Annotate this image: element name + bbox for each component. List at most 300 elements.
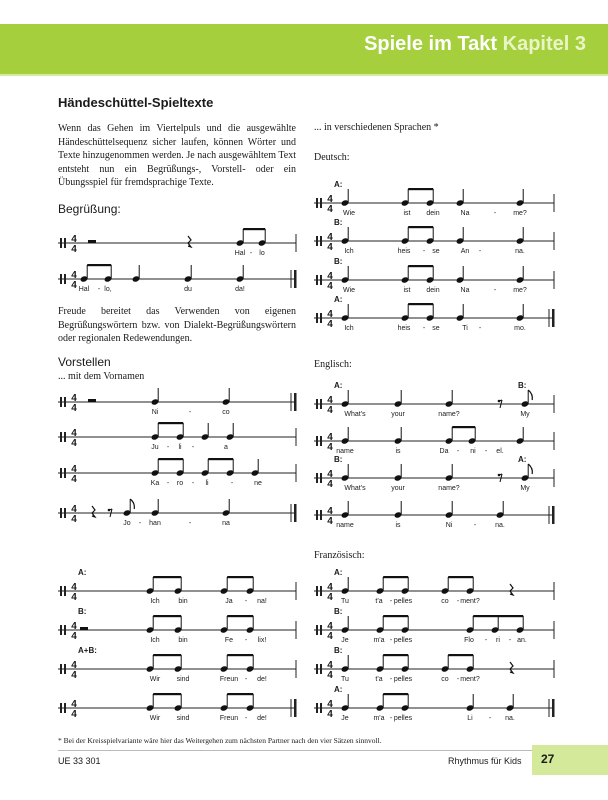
note-beam: [227, 576, 253, 578]
percussion-clef: [64, 625, 66, 635]
lyric: Da: [439, 448, 449, 455]
time-signature-bottom: 4: [327, 242, 333, 253]
lyric: -: [473, 522, 477, 529]
percussion-clef: [64, 397, 66, 407]
percussion-clef: [64, 238, 66, 248]
lyric: -: [244, 715, 248, 722]
lyric: -: [422, 325, 426, 332]
percussion-clef: [64, 664, 66, 674]
percussion-clef: [64, 274, 66, 284]
lyric: ro: [176, 480, 184, 487]
final-barline: [294, 504, 297, 522]
percussion-clef: [320, 664, 322, 674]
time-signature-bottom: 4: [327, 479, 333, 490]
lyric: co: [222, 409, 230, 416]
time-signature-bottom: 4: [71, 709, 77, 720]
staff-fr-1: [314, 576, 554, 600]
time-signature-top: 4: [71, 464, 77, 475]
staff-ich-bin-felix: [58, 615, 296, 639]
lyric: -: [488, 715, 492, 722]
footer-book-title: Rhythmus für Kids: [448, 756, 522, 766]
percussion-clef: [320, 703, 322, 713]
percussion-clef: [320, 198, 322, 208]
lyric: de!: [257, 676, 267, 683]
percussion-clef: [64, 432, 66, 442]
time-signature-top: 4: [327, 621, 333, 632]
staff-freunde-1: [58, 654, 296, 678]
quarter-rest: [510, 584, 513, 595]
lyric: han: [149, 520, 161, 527]
time-signature-top: 4: [71, 393, 77, 404]
time-signature-top: 4: [327, 271, 333, 282]
lyric: -: [191, 444, 195, 451]
language-french: Französisch:: [314, 550, 365, 561]
lyric: -: [249, 250, 253, 257]
note-beam: [158, 422, 183, 424]
lyric: name?: [438, 485, 460, 492]
lyric: pelles: [393, 598, 413, 605]
percussion-clef: [60, 508, 62, 518]
lyric: lix!: [257, 637, 267, 644]
time-signature-top: 4: [327, 232, 333, 243]
quarter-rest: [510, 662, 513, 673]
lyric: se: [432, 325, 440, 332]
final-barline: [294, 393, 297, 411]
lyric: co: [441, 676, 449, 683]
final-barline: [552, 309, 555, 327]
note-beam: [383, 654, 408, 656]
voice-label: B:: [334, 646, 343, 655]
lyric: heis: [397, 325, 411, 332]
final-barline: [294, 270, 297, 288]
note-beam: [153, 693, 181, 695]
percussion-clef: [60, 238, 62, 248]
lyric: m'a: [373, 715, 385, 722]
time-signature-top: 4: [327, 432, 333, 443]
percussion-clef: [60, 703, 62, 713]
lyric: -: [389, 715, 393, 722]
lyric: name?: [438, 411, 460, 418]
vorstellen-heading: Vorstellen: [58, 355, 111, 369]
note-beam: [408, 303, 433, 305]
staff-niko: [58, 388, 297, 411]
percussion-clef: [320, 436, 322, 446]
time-signature-bottom: 4: [71, 631, 77, 642]
time-signature-bottom: 4: [327, 592, 333, 603]
note-beam: [473, 615, 523, 617]
percussion-clef: [316, 510, 318, 520]
lyric: Ja: [225, 598, 233, 605]
lyric: your: [391, 411, 405, 418]
lyric: Ich: [150, 598, 160, 605]
percussion-clef: [320, 275, 322, 285]
lyric: dein: [426, 287, 440, 294]
voice-label: A:: [334, 180, 343, 189]
lyric: Ti: [462, 325, 468, 332]
staff-fr-3: [314, 654, 554, 678]
percussion-clef: [60, 664, 62, 674]
lyric: Ju: [151, 444, 159, 451]
staff-en-3: [314, 464, 554, 487]
voice-label: B:: [78, 607, 87, 616]
lyric: Ka: [150, 480, 160, 487]
lyric: li: [205, 480, 209, 487]
lyric: -: [97, 286, 101, 293]
voice-label: B:: [334, 257, 343, 266]
lyric: ne: [254, 480, 262, 487]
lyric: Ich: [344, 325, 354, 332]
lyric: -: [166, 480, 170, 487]
lyric: ment?: [460, 598, 480, 605]
lyric: an.: [517, 637, 527, 644]
percussion-clef: [316, 399, 318, 409]
percussion-clef: [316, 313, 318, 323]
half-rest: [88, 240, 96, 243]
percussion-clef: [316, 664, 318, 674]
percussion-clef: [320, 510, 322, 520]
note-beam: [153, 654, 181, 656]
staff-fr-2: [314, 615, 554, 639]
lyric: ni: [470, 448, 476, 455]
lyric: -: [166, 444, 170, 451]
note-beam: [227, 615, 253, 617]
note-flag: [528, 464, 532, 474]
time-signature-bottom: 4: [71, 280, 77, 291]
lyric: na!: [257, 598, 267, 605]
percussion-clef: [60, 625, 62, 635]
time-signature-bottom: 4: [327, 281, 333, 292]
lyric: se: [432, 248, 440, 255]
time-signature-bottom: 4: [327, 405, 333, 416]
lyric: co: [441, 598, 449, 605]
half-rest: [88, 399, 96, 402]
staff-en-4: [314, 501, 555, 524]
lyric: Ich: [344, 248, 354, 255]
staff-freunde-2: [58, 693, 297, 717]
lyric: Wir: [149, 676, 161, 683]
half-rest: [80, 627, 88, 630]
lyric: na.: [505, 715, 515, 722]
lyric: Jo: [123, 520, 131, 527]
voice-label: B:: [334, 455, 343, 464]
note-beam: [408, 188, 433, 190]
percussion-clef: [60, 397, 62, 407]
footer-rule: [58, 750, 532, 751]
note-beam: [448, 654, 473, 656]
staff-karoline: [58, 458, 296, 482]
note-beam: [408, 226, 433, 228]
time-signature-bottom: 4: [327, 709, 333, 720]
lyric: lo: [259, 250, 265, 257]
lyric: -: [389, 637, 393, 644]
voice-label: B:: [334, 218, 343, 227]
time-signature-bottom: 4: [71, 474, 77, 485]
lyric: Je: [341, 715, 349, 722]
lyric: -: [191, 480, 195, 487]
lyric: pelles: [393, 715, 413, 722]
lyric: My: [520, 411, 530, 418]
staff-hallo-2: [58, 264, 297, 288]
lyric: -: [230, 480, 234, 487]
lyric: -: [456, 598, 460, 605]
lyric: -: [188, 520, 192, 527]
percussion-clef: [320, 625, 322, 635]
lyric: bin: [178, 637, 188, 644]
lyric: t'a: [375, 598, 383, 605]
staff-en-1: [314, 390, 554, 413]
lyric: -: [484, 637, 488, 644]
lyric: -: [188, 409, 192, 416]
voice-label: A:: [78, 568, 87, 577]
percussion-clef: [60, 432, 62, 442]
time-signature-top: 4: [71, 660, 77, 671]
voice-label: A:: [518, 455, 527, 464]
header-title: Spiele im Takt: [364, 33, 498, 55]
staff-ich-bin-jana: [58, 576, 296, 600]
lyric: m'a: [373, 637, 385, 644]
percussion-clef: [316, 436, 318, 446]
lyric: Freun: [219, 715, 239, 722]
time-signature-bottom: 4: [327, 204, 333, 215]
lyric: -: [508, 637, 512, 644]
percussion-clef: [64, 703, 66, 713]
time-signature-top: 4: [71, 699, 77, 710]
lyric: bin: [178, 598, 188, 605]
lyric: is: [395, 522, 401, 529]
time-signature-top: 4: [327, 469, 333, 480]
note-beam: [87, 264, 111, 266]
time-signature-bottom: 4: [327, 631, 333, 642]
staff-de-1: [314, 188, 554, 212]
lyric: What's: [344, 411, 366, 418]
time-signature-bottom: 4: [71, 244, 77, 255]
time-signature-top: 4: [71, 582, 77, 593]
lyric: t'a: [375, 676, 383, 683]
staff-fr-4: [314, 693, 555, 717]
footnote: * Bei der Kreisspielvariante wäre hier das Weitergehen zum nächsten Partner nach den vier Sätzen sinnvoll.: [58, 736, 382, 745]
lyric: -: [484, 448, 488, 455]
lyric: name: [336, 448, 354, 455]
final-barline: [552, 699, 555, 717]
time-signature-bottom: 4: [327, 442, 333, 453]
section-title: Händeschüttel-Spieltexte: [58, 95, 214, 110]
time-signature-top: 4: [71, 621, 77, 632]
staff-de-2: [314, 226, 554, 250]
note-beam: [153, 576, 181, 578]
percussion-clef: [316, 625, 318, 635]
staff-julia: [58, 422, 296, 446]
lyric: -: [244, 676, 248, 683]
voice-label: A+B:: [78, 646, 97, 655]
time-signature-bottom: 4: [71, 438, 77, 449]
lyric: lo,: [104, 286, 112, 293]
time-signature-top: 4: [71, 504, 77, 515]
percussion-clef: [320, 236, 322, 246]
time-signature-top: 4: [71, 428, 77, 439]
percussion-clef: [316, 275, 318, 285]
lyric: pelles: [393, 637, 413, 644]
staff-johanna: [58, 499, 297, 522]
time-signature-top: 4: [327, 582, 333, 593]
lyric: Tu: [341, 598, 349, 605]
time-signature-top: 4: [327, 660, 333, 671]
voice-label: A:: [334, 685, 343, 694]
lyric: What's: [344, 485, 366, 492]
page-number: 27: [541, 752, 555, 766]
time-signature-bottom: 4: [327, 670, 333, 681]
note-beam: [227, 693, 253, 695]
footer-code: UE 33 301: [58, 756, 101, 766]
lyric: Ni: [445, 522, 453, 529]
lyric: Wir: [149, 715, 161, 722]
lyric: -: [244, 637, 248, 644]
percussion-clef: [60, 274, 62, 284]
intro-paragraph: Wenn das Gehen im Viertelpuls und die ausgewählte Händeschüttelsequenz sicher laufen, können Wörter und Texte hinzugenommen werden. Je nach ausgewähltem Text entsteht nun ein Begrüßungs-, Vorstell- oder ein Übungsspiel für fremdsprachige Texte.: [58, 123, 296, 188]
note-beam: [243, 228, 265, 230]
greeting-heading: Begrüßung:: [58, 202, 121, 216]
lyric: Wie: [342, 210, 356, 217]
time-signature-top: 4: [327, 395, 333, 406]
lyric: a: [224, 444, 228, 451]
lyric: heis: [397, 248, 411, 255]
note-beam: [153, 615, 181, 617]
lyric: Na: [460, 210, 470, 217]
lyric: Fe: [224, 637, 234, 644]
staff-en-2: [314, 426, 554, 450]
lyric: -: [422, 248, 426, 255]
voice-label: B:: [518, 381, 527, 390]
staff-de-4: [314, 303, 555, 327]
lyric: du: [184, 286, 192, 293]
lyric: -: [478, 248, 482, 255]
percussion-clef: [316, 198, 318, 208]
lyric: ist: [403, 210, 411, 217]
percussion-clef: [60, 468, 62, 478]
note-beam: [158, 458, 183, 460]
percussion-clef: [320, 399, 322, 409]
voice-label: A:: [334, 568, 343, 577]
lyric: me?: [513, 210, 527, 217]
lyric: Je: [341, 637, 349, 644]
percussion-clef: [316, 236, 318, 246]
header-chapter: Kapitel 3: [502, 33, 586, 55]
percussion-clef: [64, 468, 66, 478]
lyric: na.: [515, 248, 525, 255]
lyric: Flo: [464, 637, 474, 644]
lyric: ment?: [460, 676, 480, 683]
note-beam: [408, 265, 433, 267]
lyric: Freun: [219, 676, 239, 683]
lyric: me?: [513, 287, 527, 294]
lyric: Hal: [78, 286, 90, 293]
note-beam: [383, 615, 408, 617]
final-barline: [294, 699, 297, 717]
note-flag: [130, 499, 134, 509]
lyric: Li: [467, 715, 473, 722]
lyric: na: [222, 520, 230, 527]
lyric: -: [493, 287, 497, 294]
time-signature-bottom: 4: [71, 514, 77, 525]
note-beam: [452, 426, 475, 428]
lyric: is: [395, 448, 401, 455]
lyric: Ni: [151, 409, 159, 416]
lyric: dein: [426, 210, 440, 217]
note-flag: [528, 390, 532, 400]
lyric: -: [138, 520, 142, 527]
lyric: ist: [403, 287, 411, 294]
lyric: pelles: [393, 676, 413, 683]
percussion-clef: [64, 508, 66, 518]
note-beam: [227, 654, 253, 656]
lyric: sind: [176, 676, 190, 683]
lyric: el.: [496, 448, 504, 455]
staff-hallo-1: [58, 228, 296, 252]
lyric: Wie: [342, 287, 356, 294]
note-beam: [383, 693, 408, 695]
lyric: mo.: [514, 325, 526, 332]
lyric: de!: [257, 715, 267, 722]
time-signature-top: 4: [327, 194, 333, 205]
quarter-rest: [92, 506, 95, 517]
percussion-clef: [320, 586, 322, 596]
percussion-clef: [60, 586, 62, 596]
lyric: na.: [495, 522, 505, 529]
voice-label: A:: [334, 381, 343, 390]
lyric: Tu: [341, 676, 349, 683]
quarter-rest: [188, 236, 191, 247]
lyric: My: [520, 485, 530, 492]
voice-label: B:: [334, 607, 343, 616]
note-beam: [383, 576, 408, 578]
lyric: Na: [460, 287, 470, 294]
lyric: -: [244, 598, 248, 605]
lyric: -: [478, 325, 482, 332]
time-signature-top: 4: [327, 699, 333, 710]
languages-intro: ... in verschiedenen Sprachen *: [314, 122, 439, 133]
lyric: sind: [176, 715, 190, 722]
percussion-clef: [316, 473, 318, 483]
staff-de-3: [314, 265, 554, 289]
lyric: An: [460, 248, 470, 255]
language-english: Englisch:: [314, 359, 352, 370]
lyric: -: [456, 448, 460, 455]
lyric: -: [389, 598, 393, 605]
note-beam: [208, 458, 233, 460]
voice-label: A:: [334, 295, 343, 304]
lyric: -: [456, 676, 460, 683]
final-barline: [552, 506, 555, 524]
percussion-clef: [316, 703, 318, 713]
time-signature-bottom: 4: [71, 670, 77, 681]
lyric: Ich: [150, 637, 160, 644]
time-signature-bottom: 4: [71, 403, 77, 414]
time-signature-top: 4: [327, 506, 333, 517]
time-signature-bottom: 4: [71, 592, 77, 603]
time-signature-bottom: 4: [327, 516, 333, 527]
lyric: ri: [496, 637, 500, 644]
percussion-clef: [320, 313, 322, 323]
vorstellen-subheading: ... mit dem Vornamen: [58, 371, 145, 382]
time-signature-top: 4: [71, 234, 77, 245]
percussion-clef: [320, 473, 322, 483]
lyric: -: [493, 210, 497, 217]
time-signature-top: 4: [71, 270, 77, 281]
language-german: Deutsch:: [314, 152, 350, 163]
lyric: li: [178, 444, 182, 451]
percussion-clef: [316, 586, 318, 596]
lyric: name: [336, 522, 354, 529]
lyric: your: [391, 485, 405, 492]
